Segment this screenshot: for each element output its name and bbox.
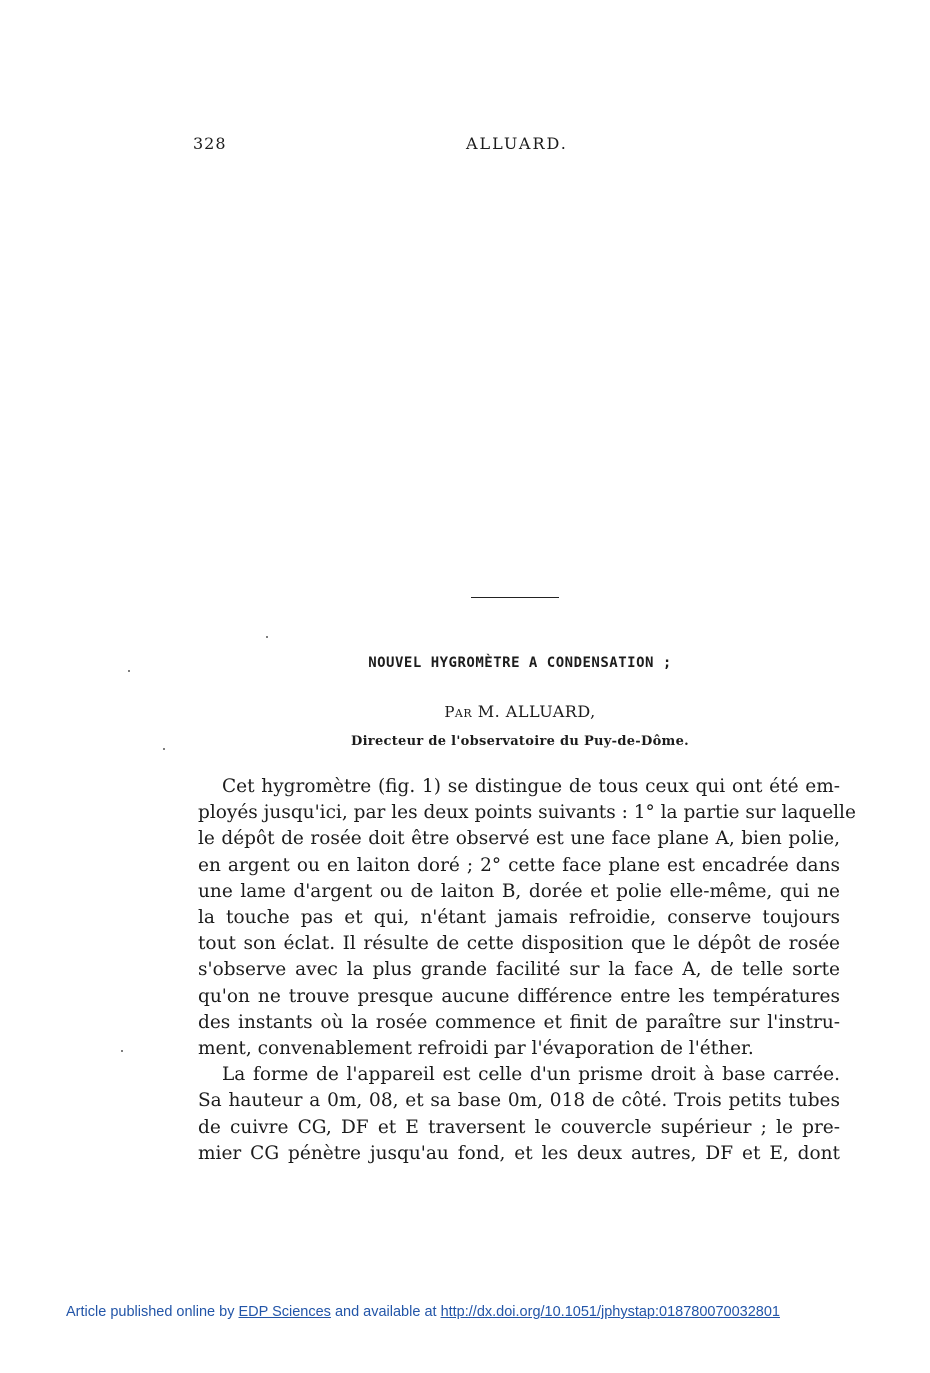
text-line: le dépôt de rosée doit être observé est une face plane A, bien polie, [198,828,840,850]
doi-link[interactable]: http://dx.doi.org/10.1051/jphystap:018780070032801 [440,1304,780,1320]
text-line: ployés jusqu'ici, par les deux points suivants : 1° la partie sur laquelle [198,802,856,824]
text-line: tout son éclat. Il résulte de cette disposition que le dépôt de rosée [198,933,840,955]
section-rule [471,597,559,598]
byline-author: M. ALLUARD, [477,702,596,721]
publisher-link[interactable]: EDP Sciences [238,1304,331,1320]
footer-middle: and available at [334,1304,437,1320]
byline [200,702,840,721]
text-line: la touche pas et qui, n'étant jamais refroidie, conserve toujours [198,907,840,929]
running-title: ALLUARD. [466,134,568,153]
scan-speck [128,670,130,672]
article-body [198,774,856,1167]
page-number: 328 [193,134,227,153]
byline-prefix: Par [444,703,473,721]
text-line: des instants où la rosée commence et finit de paraître sur l'instru- [198,1011,840,1033]
scan-speck [121,1050,123,1052]
text-line: qu'on ne trouve presque aucune différence entre les températures [198,985,840,1007]
author-affiliation: Directeur de l'observatoire du Puy-de-Dôme. [351,734,689,749]
text-line: La forme de l'appareil est celle d'un prisme droit à base carrée. [222,1064,840,1086]
text-line: ment, convenablement refroidi par l'évaporation de l'éther. [198,1038,754,1060]
text-line: de cuivre CG, DF et E traversent le couvercle supérieur ; le pre- [198,1116,840,1138]
text-line: Sa hauteur a 0m, 08, et sa base 0m, 018 de côté. Trois petits tubes [198,1090,840,1112]
footer-prefix: Article published online by [66,1304,235,1320]
article-title: NOUVEL HYGROMÈTRE A CONDENSATION ; [368,655,672,671]
paragraph-2 [198,1062,840,1167]
scan-speck [163,748,165,750]
text-line: Cet hygromètre (fig. 1) se distingue de tous ceux qui ont été em- [222,776,840,797]
text-line: en argent ou en laiton doré ; 2° cette face plane est encadrée dans [198,854,840,876]
text-line: s'observe avec la plus grande facilité sur la face A, de telle sorte [198,959,840,981]
text-line: mier CG pénètre jusqu'au fond, et les deux autres, DF et E, dont [198,1142,840,1164]
publication-footer [66,1304,780,1320]
paragraph-1 [198,774,856,1062]
text-line: une lame d'argent ou de laiton B, dorée et polie elle-même, qui ne [198,880,840,902]
scan-speck [266,636,268,638]
